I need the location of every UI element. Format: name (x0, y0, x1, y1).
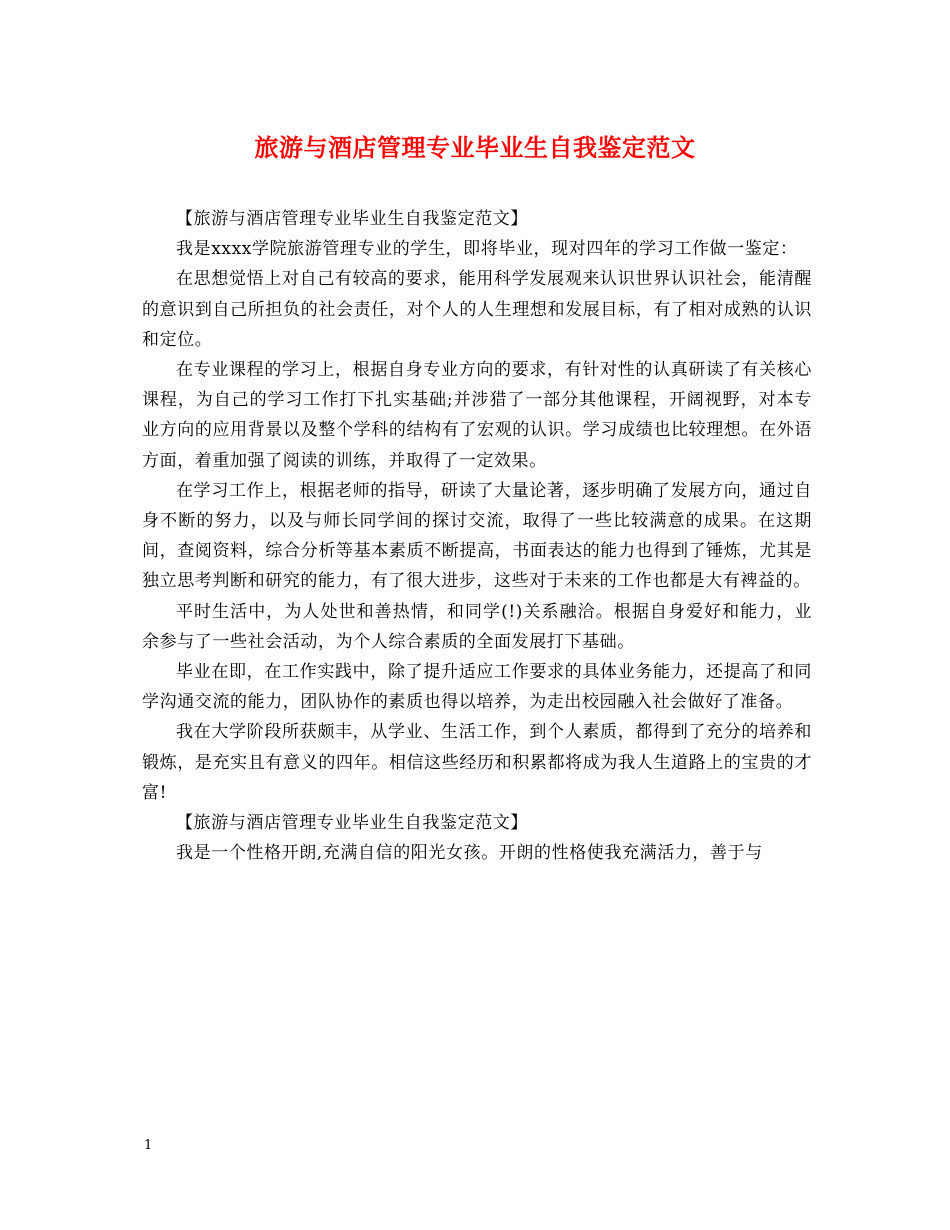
paragraph: 我在大学阶段所获颇丰，从学业、生活工作，到个人素质，都得到了充分的培养和锻炼，是充实且有意义的四年。相信这些经历和积累都将成为我人生道路上的宝贵的才富! (142, 722, 812, 803)
paragraph: 在专业课程的学习上，根据自身专业方向的要求，有针对性的认真研读了有关核心课程，为自己的学习工作打下扎实基础;并涉猎了一部分其他课程，开阔视野，对本专业方向的应用背景以及整个学科的结构有了宏观的认识。学习成绩也比较理想。在外语方面，着重加强了阅读的训练，并取得了一定效果。 (142, 360, 812, 471)
paragraph-heading: 【旅游与酒店管理专业毕业生自我鉴定范文】 (176, 813, 528, 834)
paragraph: 我是xxxx学院旅游管理专业的学生，即将毕业，现对四年的学习工作做一鉴定： (176, 239, 798, 260)
page-number: 1 (144, 1138, 153, 1153)
document-title: 旅游与酒店管理专业毕业生自我鉴定范文 (254, 133, 696, 162)
paragraph: 毕业在即，在工作实践中，除了提升适应工作要求的具体业务能力，还提高了和同学沟通交流的能力，团队协作的素质也得以培养，为走出校园融入社会做好了准备。 (142, 662, 812, 713)
paragraph: 在思想觉悟上对自己有较高的要求，能用科学发展观来认识世界认识社会，能清醒的意识到自己所担负的社会责任，对个人的人生理想和发展目标，有了相对成熟的认识和定位。 (142, 269, 812, 350)
document-body (142, 204, 812, 868)
paragraph: 在学习工作上，根据老师的指导，研读了大量论著，逐步明确了发展方向，通过自身不断的努力，以及与师长同学间的探讨交流，取得了一些比较满意的成果。在这期间，查阅资料，综合分析等基本素质不断提高，书面表达的能力也得到了锤炼，尤其是独立思考判断和研究的能力，有了很大进步，这些对于未来的工作也都是大有裨益的。 (142, 480, 812, 592)
paragraph: 平时生活中，为人处世和善热情，和同学(!)关系融洽。根据自身爱好和能力，业余参与了一些社会活动，为个人综合素质的全面发展打下基础。 (142, 601, 812, 652)
paragraph-heading: 【旅游与酒店管理专业毕业生自我鉴定范文】 (176, 209, 528, 229)
paragraph: 我是一个性格开朗,充满自信的阳光女孩。开朗的性格使我充满活力，善于与 (176, 843, 763, 864)
